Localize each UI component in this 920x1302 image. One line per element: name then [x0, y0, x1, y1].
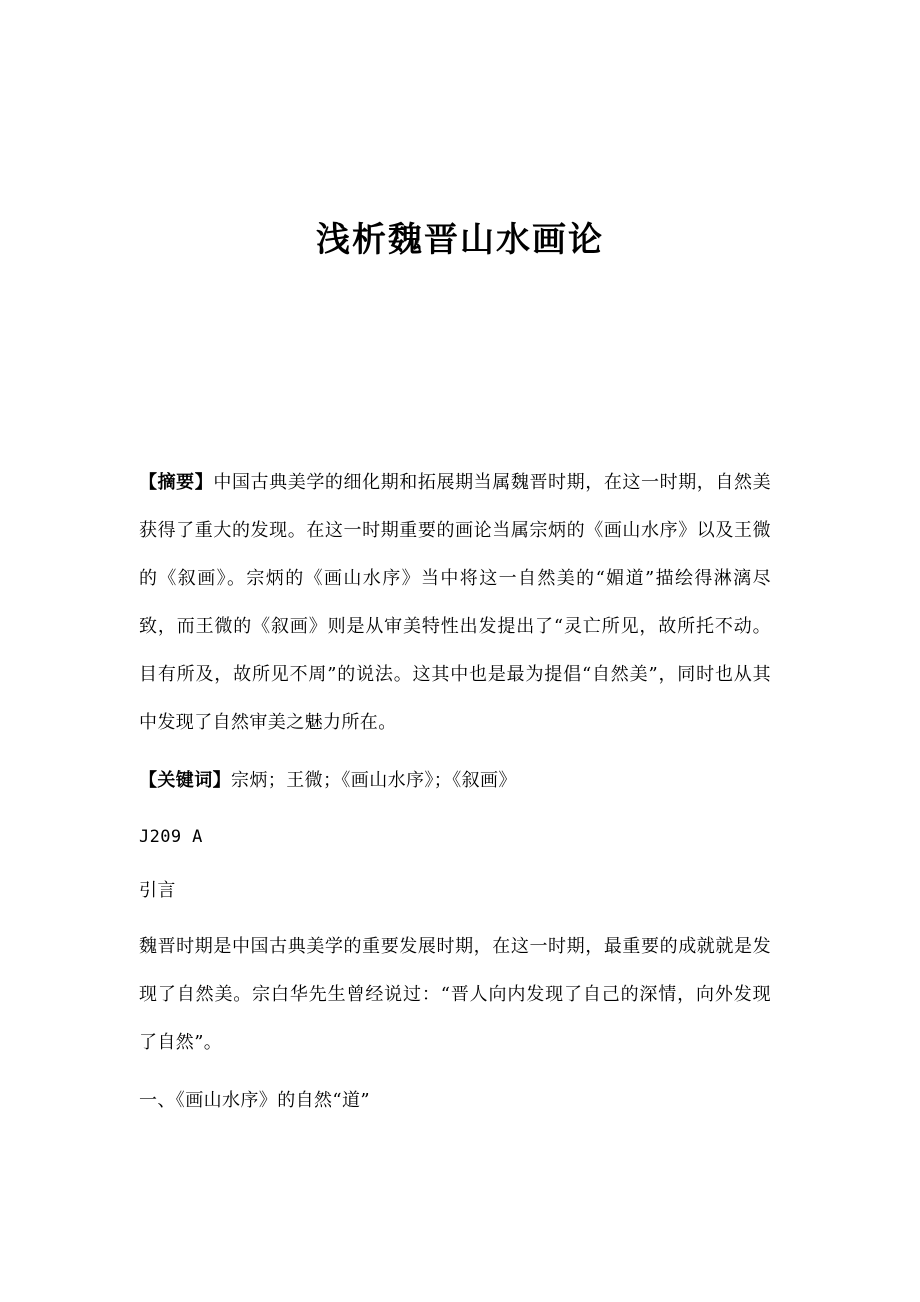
section-heading: 一、《画山水序》的自然“道”	[139, 1090, 371, 1111]
intro-paragraph: 魏晋时期是中国古典美学的重要发展时期，在这一时期，最重要的成就就是发现了自然美。宗白华先生曾经说过：“晋人向内发现了自己的深情，向外发现了自然”。	[139, 936, 771, 1053]
classification-code: J209 A	[139, 827, 203, 847]
keywords-label: 【关键词】	[139, 770, 231, 791]
abstract-text: 中国古典美学的细化期和拓展期当属魏晋时期，在这一时期，自然美获得了重大的发现。在这一时期重要的画论当属宗炳的《画山水序》以及王微的《叙画》。宗炳的《画山水序》当中将这一自然美的“媚道”描绘得淋漓尽致，而王微的《叙画》则是从审美特性出发提出了“灵亡所见，故所托不动。目有所及，故所见不周”的说法。这其中也是最为提倡“自然美”，同时也从其中发现了自然审美之魅力所在。	[139, 472, 771, 733]
document-title: 浅析魏晋山水画论	[316, 220, 604, 260]
abstract-paragraph	[139, 459, 771, 747]
keywords-text: 宗炳；王微；《画山水序》；《叙画》	[231, 770, 517, 791]
abstract-label: 【摘要】	[139, 472, 214, 493]
keywords-paragraph	[139, 757, 771, 805]
intro-heading: 引言	[139, 880, 176, 901]
